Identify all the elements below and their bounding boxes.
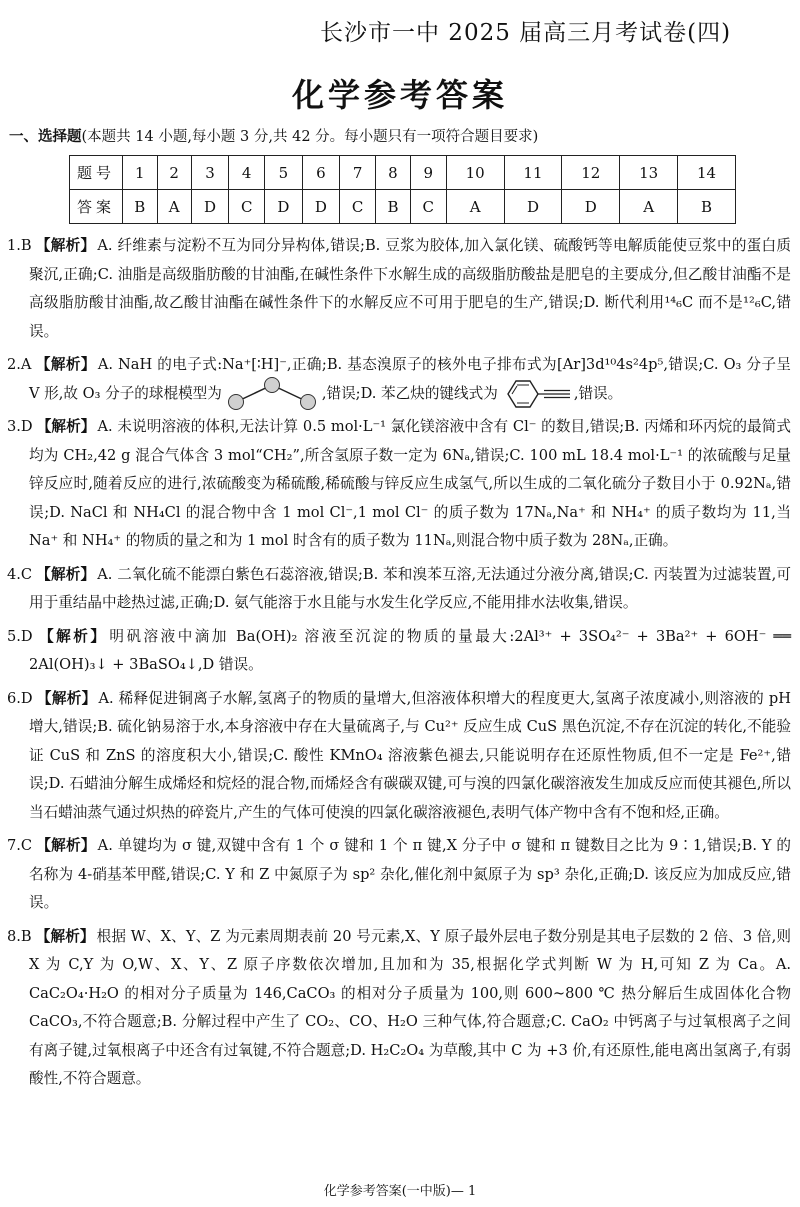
item-text: A. 稀释促进铜离子水解,氢离子的物质的量增大,但溶液体积增大的程度更大,氢离子浓度减小,则溶液的 pH 增大,错误;B. 硫化钠易溶于水,本身溶液中存在大量硫离子,与 Cu²⁺ 反应生成 CuS 黑色沉淀,不存在沉淀的转化,不能验证 CuS 和 ZnS 的溶度积大小,错误;C. 酸性 KMnO₄ 溶液紫色褪去,只能说明存在还原性物质,但不一定是 Fe²⁺,错误;D. 石蜡油分解生成烯烃和烷烃的混合物,而烯烃含有碳碳双键,可与溴的四氯化碳溶液发生加成反应而使其褪色,所以当石蜡油蒸气通过炽热的碎瓷片,产生的气体可使溴的四氯化碳溶液褪色,表明气体产物中含有不饱和烃,正确。: [29, 689, 791, 821]
row-label-number: 题号: [70, 156, 123, 190]
analysis-tag: 【解析】: [36, 627, 108, 645]
main-title: 化学参考答案: [291, 76, 508, 114]
explanation-item-3: [7, 413, 791, 556]
question-number: 13: [620, 156, 678, 190]
analysis-tag: 【解析】: [36, 689, 97, 707]
item-number: 2.A: [7, 356, 32, 373]
row-label-answer: 答案: [70, 190, 123, 224]
explanation-item-2: [7, 351, 791, 408]
question-number: 4: [229, 156, 265, 190]
question-number: 9: [410, 156, 446, 190]
answer-cell: D: [302, 190, 340, 224]
question-number: 12: [562, 156, 620, 190]
item-number: 8.B: [7, 927, 32, 945]
item-text: 明矾溶液中滴加 Ba(OH)₂ 溶液至沉淀的物质的量最大:2Al³⁺ + 3SO₄²⁻ + 3Ba²⁺ + 6OH⁻ ══ 2Al(OH)₃↓ + 3BaSO₄↓,D 错误。: [29, 627, 791, 673]
answer-cell: D: [504, 190, 562, 224]
analysis-tag: 【解析】: [36, 418, 96, 435]
answer-cell: D: [191, 190, 229, 224]
answer-cell: D: [562, 190, 620, 224]
analysis-tag: 【解析】: [36, 565, 96, 583]
item-number: 3.D: [7, 418, 33, 435]
explanation-list: [7, 232, 791, 1099]
question-number: 6: [302, 156, 340, 190]
exam-title: 长沙市一中 2025 届高三月考试卷(四): [320, 20, 732, 46]
analysis-tag: 【解析】: [35, 927, 95, 945]
item-number: 4.C: [7, 565, 33, 583]
item-text: A. NaH 的电子式:Na⁺[∶H]⁻,正确;B. 基态溴原子的核外电子排布式为[Ar]3d¹⁰4s²4p⁵,错误;C. O₃ 分子呈 V 形,故 O₃ 分子的球棍模型为: [29, 356, 791, 402]
phenylacetylene-structure-icon: [500, 378, 572, 410]
answer-cell: D: [265, 190, 303, 224]
explanation-item-1: [7, 232, 791, 346]
section-note: (本题共 14 小题,每小题 3 分,共 42 分。每小题只有一项符合题目要求): [81, 129, 539, 145]
question-number-row: [70, 156, 736, 190]
explanation-item-5: [7, 623, 791, 680]
question-number: 14: [678, 156, 736, 190]
question-number: 7: [340, 156, 376, 190]
section-header: [9, 125, 538, 146]
analysis-tag: 【解析】: [35, 237, 96, 254]
question-number: 3: [191, 156, 229, 190]
answer-cell: C: [229, 190, 265, 224]
question-number: 8: [376, 156, 411, 190]
item-number: 6.D: [7, 689, 33, 707]
item-text: 根据 W、X、Y、Z 为元素周期表前 20 号元素,X、Y 原子最外层电子数分别是其电子层数的 2 倍、3 倍,则 X 为 C,Y 为 O,W、X、Y、Z 原子序数依次增加,且加和为 35,根据化学式判断 W 为 H,可知 Z 为 Ca。A. CaC₂O₄·H₂O 的相对分子质量为 146,CaCO₃ 的相对分子质量为 100,则 600~800 ℃ 热分解后生成固体化合物 CaCO₃,不符合题意;B. 分解过程中产生了 CO₂、CO、H₂O 三种气体,符合题意;C. CaO₂ 中钙离子与过氧根离子之间有离子键,过氧根离子中还含有过氧键,不符合题意;D. H₂C₂O₄ 为草酸,其中 C 为 +3 价,有还原性,能电离出氢离子,有弱酸性,不符合题意。: [29, 927, 791, 1087]
answer-cell: B: [376, 190, 411, 224]
answer-table: [69, 155, 736, 224]
item-text: A. 二氧化硫不能漂白紫色石蕊溶液,错误;B. 苯和溴苯互溶,无法通过分液分离,错误;C. 丙装置为过滤装置,可用于重结晶中趁热过滤,正确;D. 氨气能溶于水且能与水发生化学反应,不能用排水法收集,错误。: [29, 565, 791, 611]
item-text: A. 纤维素与淀粉不互为同分异构体,错误;B. 豆浆为胶体,加入氯化镁、硫酸钙等电解质能使豆浆中的蛋白质聚沉,正确;C. 油脂是高级脂肪酸的甘油酯,在碱性条件下水解生成的高级脂肪酸盐是肥皂的主要成分,但乙酸甘油酯不是高级脂肪酸甘油酯,故乙酸甘油酯在碱性条件下的水解反应不可用于肥皂的生产,错误;D. 断代利用¹⁴₆C 而不是¹²₆C,错误。: [29, 237, 791, 340]
question-number: 5: [265, 156, 303, 190]
item-number: 7.C: [7, 837, 33, 854]
question-number: 2: [157, 156, 191, 190]
analysis-tag: 【解析】: [36, 837, 96, 854]
explanation-item-4: [7, 561, 791, 618]
item-text: A. 未说明溶液的体积,无法计算 0.5 mol·L⁻¹ 氯化镁溶液中含有 Cl⁻ 的数目,错误;B. 丙烯和环丙烷的最简式均为 CH₂,42 g 混合气体含 3 mol“CH₂”,所含氢原子数一定为 6Nₐ,错误;C. 100 mL 18.4 mol·L⁻¹ 的浓硫酸与足量锌反应时,随着反应的进行,浓硫酸变为稀硫酸,稀硫酸与锌反应生成氢气,所以生成的二氧化硫分子数目小于 0.92Nₐ,错误;D. NaCl 和 NH₄Cl 的混合物中含 1 mol Cl⁻,1 mol Cl⁻ 的质子数为 17Nₐ,Na⁺ 和 NH₄⁺ 的质子数均为 11,当 Na⁺ 和 NH₄⁺ 的物质的量之和为 1 mol 时含有的质子数为 11Nₐ,则混合物中质子数为 28Nₐ,正确。: [29, 418, 791, 549]
ozone-ball-stick-model-icon: [224, 377, 320, 411]
answer-cell: A: [620, 190, 678, 224]
item-number: 5.D: [7, 627, 33, 645]
explanation-item-8: [7, 923, 791, 1094]
explanation-item-6: [7, 685, 791, 828]
question-number: 10: [446, 156, 504, 190]
item-text: A. 单键均为 σ 键,双键中含有 1 个 σ 键和 1 个 π 键,X 分子中 σ 键和 π 键数目之比为 9∶1,错误;B. Y 的名称为 4-硝基苯甲醛,错误;C. Y 和 Z 中氮原子为 sp² 杂化,催化剂中氮原子为 sp³ 杂化,正确;D. 该反应为加成反应,错误。: [29, 837, 791, 911]
page-footer: 化学参考答案(一中版)— 1: [323, 1184, 477, 1199]
question-number: 1: [123, 156, 158, 190]
answer-cell: B: [678, 190, 736, 224]
item-text: ,错误;D. 苯乙炔的键线式为: [321, 384, 498, 402]
item-text: ,错误。: [573, 384, 623, 402]
answer-cell: A: [157, 190, 191, 224]
answer-cell: A: [446, 190, 504, 224]
question-number: 11: [504, 156, 562, 190]
answer-row: [70, 190, 736, 224]
answer-cell: C: [340, 190, 376, 224]
answer-cell: B: [123, 190, 158, 224]
explanation-item-7: [7, 832, 791, 918]
item-number: 1.B: [7, 237, 32, 254]
section-label: 一、选择题: [9, 128, 82, 145]
answer-cell: C: [410, 190, 446, 224]
analysis-tag: 【解析】: [35, 356, 96, 373]
